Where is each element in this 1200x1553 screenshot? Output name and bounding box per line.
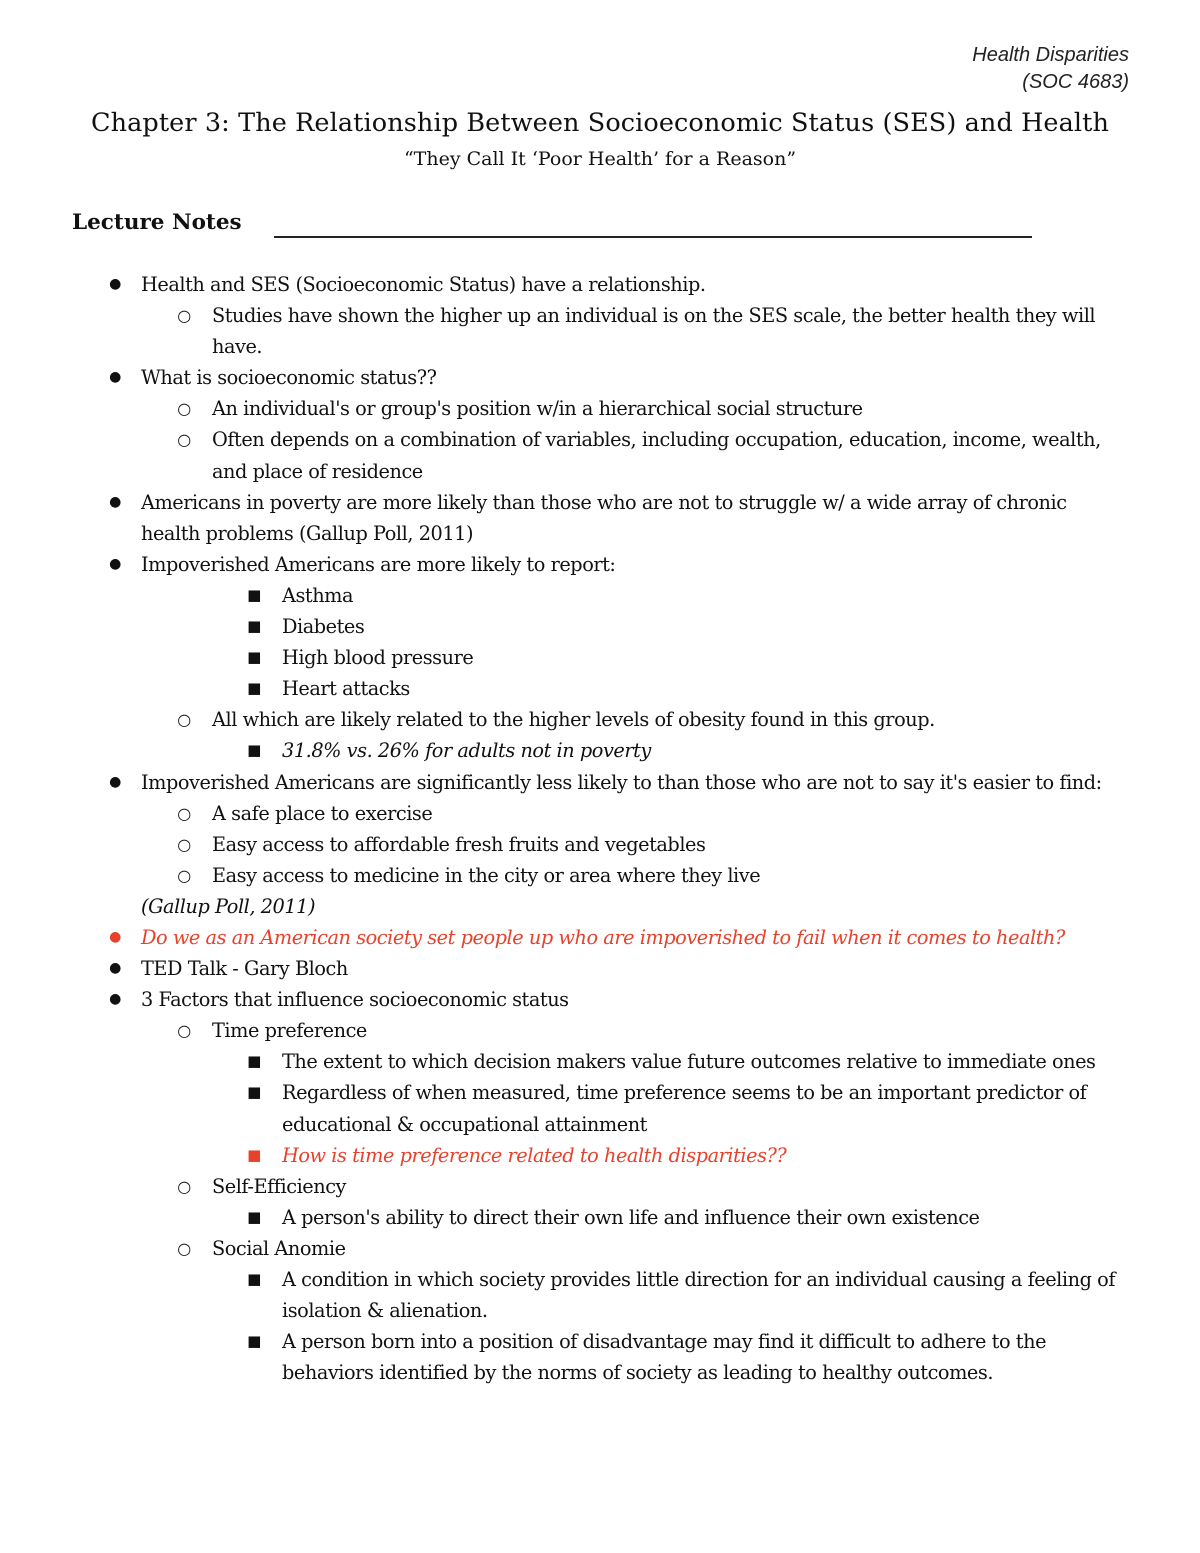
note-text: High blood pressure bbox=[282, 646, 474, 670]
bullet-disc-icon: ● bbox=[109, 991, 121, 1008]
note-text: Heart attacks bbox=[282, 677, 410, 701]
note-text: A safe place to exercise bbox=[212, 801, 433, 825]
note-item bbox=[0, 611, 1200, 642]
note-item bbox=[0, 580, 1200, 611]
citation bbox=[0, 891, 1200, 922]
page-title: Chapter 3: The Relationship Between Socioeconomic Status (SES) and Health bbox=[90, 108, 1110, 138]
note-item bbox=[0, 642, 1200, 673]
note-text: Asthma bbox=[282, 583, 354, 607]
bullet-square-icon: ■ bbox=[247, 679, 261, 698]
note-item bbox=[0, 1171, 1200, 1202]
note-text: A condition in which society provides little direction for an individual causing a feeling of isolation & alienation. bbox=[282, 1268, 1115, 1323]
bullet-square-icon: ■ bbox=[247, 1145, 261, 1164]
note-text: A person born into a position of disadvantage may find it difficult to adhere to the behaviors identified by the norms of society as leading to healthy outcomes. bbox=[282, 1330, 1047, 1385]
bullet-disc-icon: ● bbox=[109, 493, 121, 510]
note-text: Self-Efficiency bbox=[212, 1174, 346, 1198]
note-item bbox=[0, 673, 1200, 704]
note-item bbox=[0, 393, 1200, 424]
note-text: What is socioeconomic status?? bbox=[141, 366, 437, 390]
note-text: All which are likely related to the higher levels of obesity found in this group. bbox=[212, 708, 935, 732]
note-text: How is time preference related to health disparities?? bbox=[282, 1143, 787, 1167]
note-text: Impoverished Americans are significantly less likely to than those who are not to say it's easier to find: bbox=[141, 770, 1102, 794]
note-item bbox=[0, 300, 1200, 362]
note-text: The extent to which decision makers value future outcomes relative to immediate ones bbox=[282, 1050, 1096, 1074]
bullet-circle-icon: ○ bbox=[177, 399, 191, 419]
note-text: Do we as an American society set people up who are impoverished to fail when it comes to health? bbox=[141, 925, 1065, 949]
bullet-square-icon: ■ bbox=[247, 1083, 261, 1102]
bullet-circle-icon: ○ bbox=[177, 710, 191, 730]
bullet-disc-icon: ● bbox=[109, 928, 121, 945]
note-item bbox=[0, 1233, 1200, 1264]
note-item bbox=[0, 767, 1200, 798]
note-item bbox=[0, 1046, 1200, 1077]
note-item bbox=[0, 362, 1200, 393]
note-item bbox=[0, 735, 1200, 766]
note-text: Americans in poverty are more likely than those who are not to struggle w/ a wide array of chronic health problems (Gallup Poll, 2011) bbox=[141, 490, 1067, 545]
note-text: Time preference bbox=[212, 1019, 367, 1043]
note-item bbox=[0, 424, 1200, 486]
bullet-circle-icon: ○ bbox=[177, 1176, 191, 1196]
note-item bbox=[0, 487, 1200, 549]
bullet-square-icon: ■ bbox=[247, 617, 261, 636]
note-text: Studies have shown the higher up an individual is on the SES scale, the better health they will have. bbox=[212, 304, 1096, 359]
note-item bbox=[0, 1077, 1200, 1139]
note-text: Easy access to affordable fresh fruits and vegetables bbox=[212, 832, 706, 856]
note-item bbox=[0, 269, 1200, 300]
bullet-square-icon: ■ bbox=[247, 1052, 261, 1071]
bullet-disc-icon: ● bbox=[109, 369, 121, 386]
bullet-disc-icon: ● bbox=[109, 960, 121, 977]
note-item bbox=[0, 984, 1200, 1015]
note-item bbox=[0, 860, 1200, 891]
note-item-highlighted bbox=[0, 922, 1200, 953]
note-text: Regardless of when measured, time preference seems to be an important predictor of educational & occupational attainment bbox=[282, 1081, 1087, 1136]
bullet-square-icon: ■ bbox=[247, 741, 261, 760]
note-text: Social Anomie bbox=[212, 1236, 346, 1260]
note-text: TED Talk - Gary Bloch bbox=[141, 957, 348, 981]
note-item bbox=[0, 704, 1200, 735]
note-text: Diabetes bbox=[282, 615, 365, 639]
note-item bbox=[0, 953, 1200, 984]
note-text: An individual's or group's position w/in a hierarchical social structure bbox=[212, 397, 863, 421]
bullet-disc-icon: ● bbox=[109, 555, 121, 572]
bullet-square-icon: ■ bbox=[247, 1270, 261, 1288]
section-heading: Lecture Notes bbox=[72, 210, 242, 235]
bullet-square-icon: ■ bbox=[247, 585, 261, 604]
course-name: Health Disparities bbox=[972, 44, 1129, 66]
bullet-circle-icon: ○ bbox=[177, 803, 191, 823]
bullet-circle-icon: ○ bbox=[177, 834, 191, 854]
note-item bbox=[0, 1326, 1200, 1388]
note-text: A person's ability to direct their own life and influence their own existence bbox=[282, 1205, 980, 1229]
note-item bbox=[0, 829, 1200, 860]
note-text: 3 Factors that influence socioeconomic status bbox=[141, 988, 569, 1012]
note-text: Impoverished Americans are more likely to report: bbox=[141, 552, 616, 576]
bullet-circle-icon: ○ bbox=[177, 1238, 191, 1258]
citation-text: (Gallup Poll, 2011) bbox=[141, 894, 316, 918]
bullet-square-icon: ■ bbox=[247, 1332, 261, 1351]
bullet-square-icon: ■ bbox=[247, 648, 261, 667]
course-code: (SOC 4683) bbox=[1022, 71, 1129, 93]
heading-underline bbox=[274, 236, 1032, 238]
bullet-disc-icon: ● bbox=[109, 773, 121, 790]
bullet-circle-icon: ○ bbox=[177, 430, 191, 450]
lecture-notes-list bbox=[0, 269, 1200, 1388]
note-item bbox=[0, 1264, 1200, 1326]
note-item bbox=[0, 1015, 1200, 1046]
note-text: Easy access to medicine in the city or area where they live bbox=[212, 863, 761, 887]
note-item-highlighted bbox=[0, 1140, 1200, 1171]
note-text: Often depends on a combination of variables, including occupation, education, income, wealth, and place of residence bbox=[212, 428, 1101, 483]
bullet-disc-icon: ● bbox=[109, 276, 121, 292]
note-text: 31.8% vs. 26% for adults not in poverty bbox=[282, 739, 651, 763]
page-subtitle: “They Call It ‘Poor Health’ for a Reason” bbox=[403, 148, 797, 170]
bullet-circle-icon: ○ bbox=[177, 306, 191, 326]
note-item bbox=[0, 1202, 1200, 1233]
bullet-circle-icon: ○ bbox=[177, 1021, 191, 1041]
note-item bbox=[0, 798, 1200, 829]
bullet-circle-icon: ○ bbox=[177, 865, 191, 885]
course-header bbox=[972, 42, 1129, 96]
bullet-square-icon: ■ bbox=[247, 1207, 261, 1226]
note-text: Health and SES (Socioeconomic Status) have a relationship. bbox=[141, 273, 706, 296]
note-item bbox=[0, 549, 1200, 580]
